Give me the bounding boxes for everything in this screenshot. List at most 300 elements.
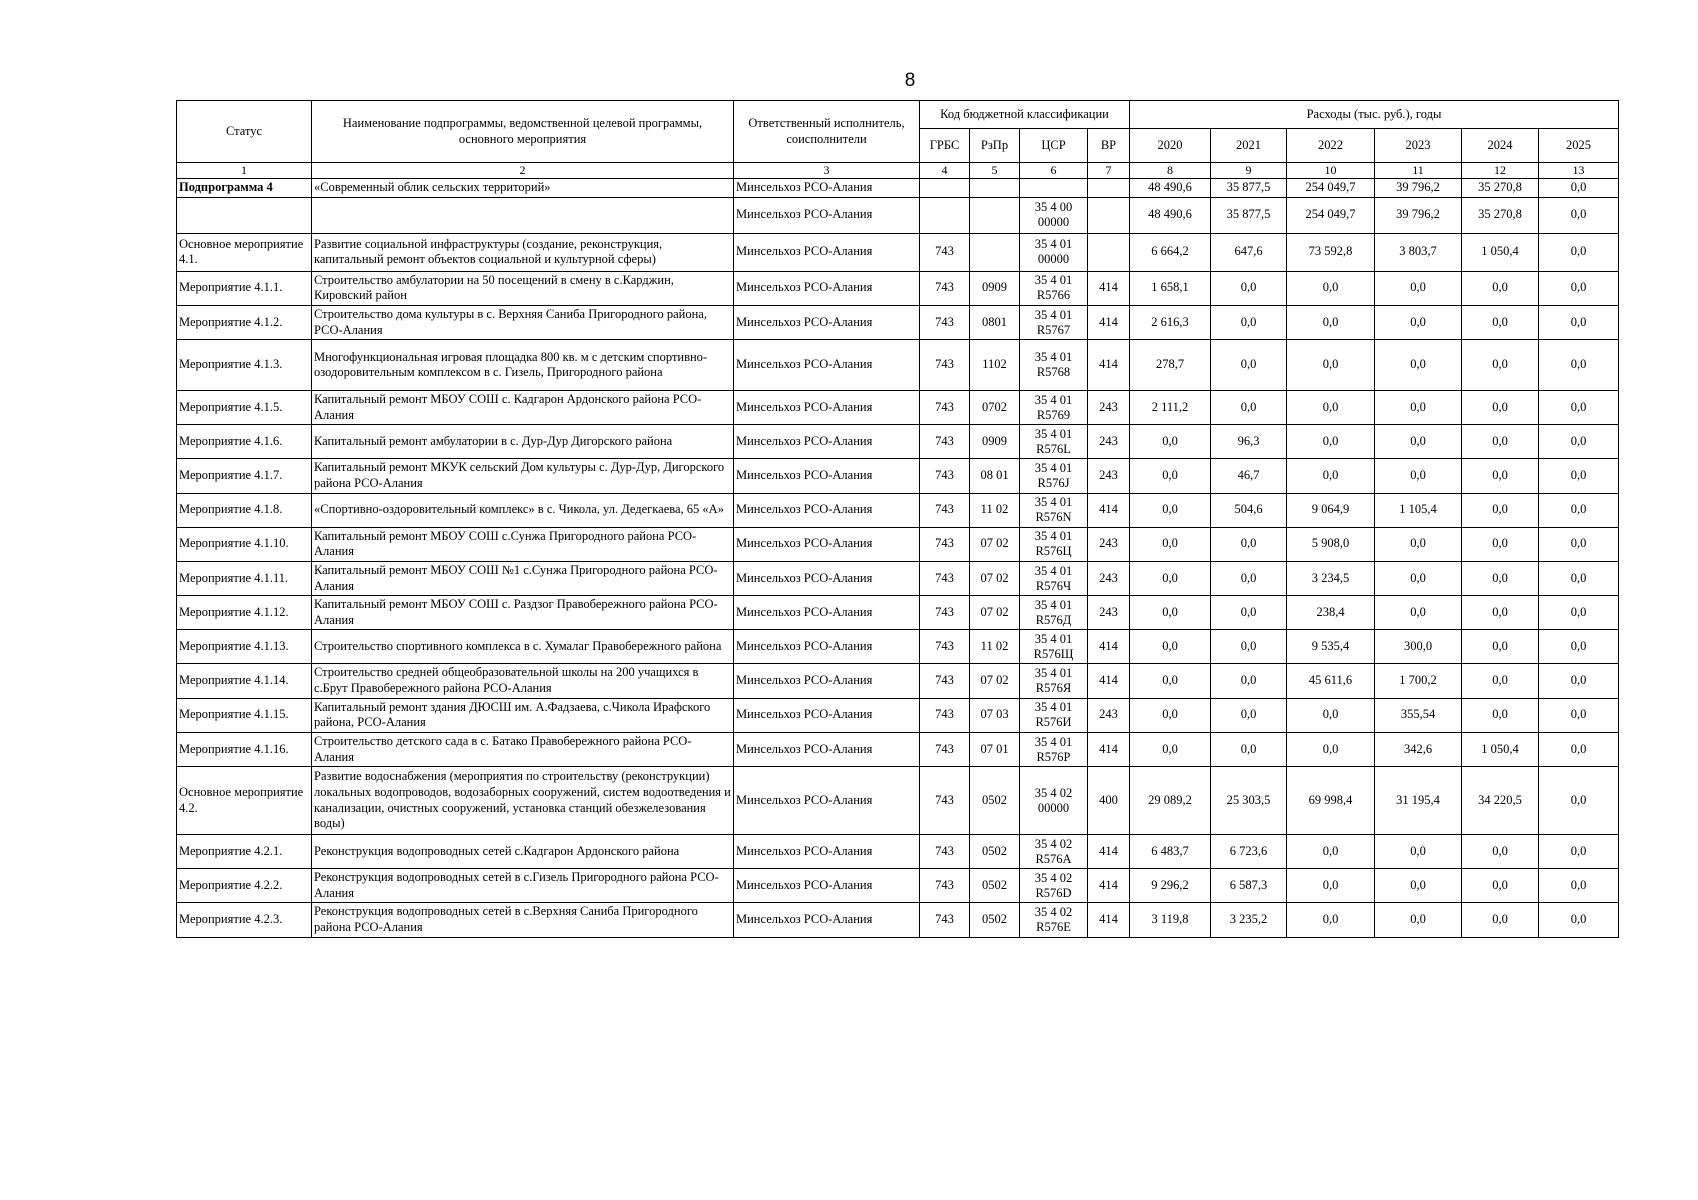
expense-value-cell: 254 049,7 — [1287, 197, 1375, 233]
expense-value-cell: 0,0 — [1462, 630, 1539, 664]
expense-value-cell: 35 270,8 — [1462, 179, 1539, 198]
expense-value-cell: 0,0 — [1375, 459, 1462, 493]
page-number: 8 — [904, 70, 916, 91]
table-row — [177, 903, 1619, 937]
grbs-cell: 743 — [920, 271, 970, 305]
grbs-cell: 743 — [920, 391, 970, 425]
rzpr-cell: 0502 — [970, 767, 1020, 835]
vr-cell: 243 — [1088, 527, 1130, 561]
status-cell: Мероприятие 4.1.11. — [177, 561, 312, 595]
csr-cell: 35 4 01 R5768 — [1020, 340, 1088, 391]
status-cell: Мероприятие 4.1.7. — [177, 459, 312, 493]
executor-cell: Минсельхоз РСО-Алания — [734, 493, 920, 527]
expense-value-cell: 0,0 — [1539, 197, 1619, 233]
name-cell: «Современный облик сельских территорий» — [312, 179, 734, 198]
expense-value-cell: 0,0 — [1539, 664, 1619, 698]
expense-value-cell: 0,0 — [1287, 425, 1375, 459]
expense-value-cell: 0,0 — [1211, 271, 1287, 305]
table-row — [177, 305, 1619, 339]
expense-value-cell: 0,0 — [1539, 903, 1619, 937]
expense-value-cell: 0,0 — [1539, 835, 1619, 869]
csr-cell: 35 4 01 R5767 — [1020, 305, 1088, 339]
executor-cell: Минсельхоз РСО-Алания — [734, 233, 920, 271]
expense-value-cell: 1 700,2 — [1375, 664, 1462, 698]
header-grbs: ГРБС — [920, 129, 970, 163]
rzpr-cell: 1102 — [970, 340, 1020, 391]
expense-value-cell: 0,0 — [1375, 527, 1462, 561]
expense-value-cell: 0,0 — [1539, 340, 1619, 391]
expense-value-cell: 0,0 — [1539, 271, 1619, 305]
header-executor: Ответственный исполнитель, соисполнители — [734, 101, 920, 163]
expense-value-cell: 0,0 — [1462, 596, 1539, 630]
status-cell: Мероприятие 4.2.2. — [177, 869, 312, 903]
expense-value-cell: 0,0 — [1462, 340, 1539, 391]
header-year: 2023 — [1375, 129, 1462, 163]
expense-value-cell: 0,0 — [1462, 698, 1539, 732]
expense-value-cell: 1 050,4 — [1462, 732, 1539, 766]
vr-cell: 243 — [1088, 698, 1130, 732]
expense-value-cell: 0,0 — [1539, 425, 1619, 459]
vr-cell: 414 — [1088, 340, 1130, 391]
grbs-cell: 743 — [920, 340, 970, 391]
expense-value-cell: 0,0 — [1130, 630, 1211, 664]
vr-cell: 243 — [1088, 596, 1130, 630]
vr-cell: 414 — [1088, 664, 1130, 698]
column-number: 4 — [920, 163, 970, 179]
table-row — [177, 664, 1619, 698]
rzpr-cell: 07 02 — [970, 664, 1020, 698]
table-row — [177, 698, 1619, 732]
expense-value-cell: 35 270,8 — [1462, 197, 1539, 233]
csr-cell: 35 4 02 R576A — [1020, 835, 1088, 869]
header-rzpr: РзПр — [970, 129, 1020, 163]
expense-value-cell: 6 483,7 — [1130, 835, 1211, 869]
expense-value-cell: 3 234,5 — [1287, 561, 1375, 595]
expense-value-cell: 0,0 — [1287, 391, 1375, 425]
rzpr-cell: 07 02 — [970, 596, 1020, 630]
grbs-cell: 743 — [920, 561, 970, 595]
expense-value-cell: 0,0 — [1539, 767, 1619, 835]
column-number: 5 — [970, 163, 1020, 179]
expense-value-cell: 0,0 — [1130, 698, 1211, 732]
header-year: 2021 — [1211, 129, 1287, 163]
expense-value-cell: 0,0 — [1287, 732, 1375, 766]
rzpr-cell: 0502 — [970, 835, 1020, 869]
expense-value-cell: 0,0 — [1462, 271, 1539, 305]
expense-value-cell: 69 998,4 — [1287, 767, 1375, 835]
column-number: 6 — [1020, 163, 1088, 179]
rzpr-cell: 07 02 — [970, 527, 1020, 561]
expense-value-cell: 0,0 — [1375, 869, 1462, 903]
csr-cell: 35 4 01 00000 — [1020, 233, 1088, 271]
csr-cell — [1020, 179, 1088, 198]
vr-cell: 414 — [1088, 493, 1130, 527]
expense-value-cell: 0,0 — [1287, 869, 1375, 903]
csr-cell: 35 4 01 R5769 — [1020, 391, 1088, 425]
table-row — [177, 869, 1619, 903]
expense-value-cell: 0,0 — [1539, 561, 1619, 595]
grbs-cell: 743 — [920, 630, 970, 664]
expense-value-cell: 0,0 — [1130, 664, 1211, 698]
expense-value-cell: 0,0 — [1211, 664, 1287, 698]
table-row — [177, 197, 1619, 233]
status-cell: Мероприятие 4.1.15. — [177, 698, 312, 732]
rzpr-cell: 0702 — [970, 391, 1020, 425]
expense-value-cell: 0,0 — [1287, 305, 1375, 339]
status-cell: Мероприятие 4.1.16. — [177, 732, 312, 766]
header-name: Наименование подпрограммы, ведомственной целевой программы, основного мероприятия — [312, 101, 734, 163]
expense-value-cell: 0,0 — [1375, 561, 1462, 595]
rzpr-cell — [970, 233, 1020, 271]
expense-value-cell: 0,0 — [1462, 903, 1539, 937]
expense-value-cell: 0,0 — [1211, 561, 1287, 595]
status-cell: Мероприятие 4.1.8. — [177, 493, 312, 527]
expense-value-cell: 1 050,4 — [1462, 233, 1539, 271]
executor-cell: Минсельхоз РСО-Алания — [734, 869, 920, 903]
vr-cell: 414 — [1088, 869, 1130, 903]
column-number: 2 — [312, 163, 734, 179]
csr-cell: 35 4 01 R576Я — [1020, 664, 1088, 698]
executor-cell: Минсельхоз РСО-Алания — [734, 561, 920, 595]
expense-value-cell: 0,0 — [1211, 340, 1287, 391]
status-cell: Мероприятие 4.1.5. — [177, 391, 312, 425]
expense-value-cell: 0,0 — [1130, 493, 1211, 527]
executor-cell: Минсельхоз РСО-Алания — [734, 271, 920, 305]
expense-value-cell: 0,0 — [1462, 561, 1539, 595]
header-budget-code: Код бюджетной классификации — [920, 101, 1130, 129]
rzpr-cell: 11 02 — [970, 493, 1020, 527]
expense-value-cell: 0,0 — [1287, 459, 1375, 493]
table-row — [177, 493, 1619, 527]
name-cell: Капитальный ремонт МКУК сельский Дом культуры с. Дур-Дур, Дигорского района РСО-Алания — [312, 459, 734, 493]
grbs-cell: 743 — [920, 459, 970, 493]
expense-value-cell: 2 111,2 — [1130, 391, 1211, 425]
status-cell: Мероприятие 4.1.13. — [177, 630, 312, 664]
rzpr-cell: 0502 — [970, 903, 1020, 937]
table-row — [177, 179, 1619, 198]
column-number-row — [177, 163, 1619, 179]
vr-cell: 414 — [1088, 630, 1130, 664]
name-cell: Развитие социальной инфраструктуры (создание, реконструкция, капитальный ремонт объектов социальной и культурной сферы) — [312, 233, 734, 271]
executor-cell: Минсельхоз РСО-Алания — [734, 664, 920, 698]
header-expenses: Расходы (тыс. руб.), годы — [1130, 101, 1619, 129]
expense-value-cell: 0,0 — [1130, 561, 1211, 595]
csr-cell: 35 4 01 R576J — [1020, 459, 1088, 493]
expense-value-cell: 0,0 — [1287, 340, 1375, 391]
expense-value-cell: 45 611,6 — [1287, 664, 1375, 698]
name-cell: Строительство детского сада в с. Батако Правобережного района РСО-Алания — [312, 732, 734, 766]
expense-value-cell: 0,0 — [1130, 527, 1211, 561]
csr-cell: 35 4 00 00000 — [1020, 197, 1088, 233]
column-number: 9 — [1211, 163, 1287, 179]
expense-value-cell: 0,0 — [1287, 271, 1375, 305]
name-cell: Реконструкция водопроводных сетей с.Кадгарон Ардонского района — [312, 835, 734, 869]
expense-value-cell: 300,0 — [1375, 630, 1462, 664]
executor-cell: Минсельхоз РСО-Алания — [734, 732, 920, 766]
vr-cell: 414 — [1088, 271, 1130, 305]
grbs-cell: 743 — [920, 732, 970, 766]
rzpr-cell — [970, 179, 1020, 198]
status-cell: Мероприятие 4.1.10. — [177, 527, 312, 561]
column-number: 13 — [1539, 163, 1619, 179]
expense-value-cell: 0,0 — [1375, 903, 1462, 937]
executor-cell: Минсельхоз РСО-Алания — [734, 459, 920, 493]
vr-cell: 243 — [1088, 561, 1130, 595]
grbs-cell: 743 — [920, 664, 970, 698]
expense-value-cell: 0,0 — [1539, 630, 1619, 664]
expense-value-cell: 0,0 — [1539, 493, 1619, 527]
name-cell: Развитие водоснабжения (мероприятия по строительству (реконструкции) локальных водопроводов, водозаборных сооружений, систем водоотведения и канализации, очистных сооружений, установка станций обезжелезования воды) — [312, 767, 734, 835]
expense-value-cell: 0,0 — [1287, 835, 1375, 869]
rzpr-cell: 0909 — [970, 271, 1020, 305]
executor-cell: Минсельхоз РСО-Алания — [734, 179, 920, 198]
expense-value-cell: 0,0 — [1462, 493, 1539, 527]
executor-cell: Минсельхоз РСО-Алания — [734, 903, 920, 937]
expense-value-cell: 0,0 — [1211, 596, 1287, 630]
executor-cell: Минсельхоз РСО-Алания — [734, 767, 920, 835]
expense-value-cell: 3 803,7 — [1375, 233, 1462, 271]
table-row — [177, 459, 1619, 493]
rzpr-cell: 11 02 — [970, 630, 1020, 664]
budget-table — [176, 100, 1619, 938]
executor-cell: Минсельхоз РСО-Алания — [734, 630, 920, 664]
table-row — [177, 732, 1619, 766]
expense-value-cell: 48 490,6 — [1130, 179, 1211, 198]
expense-value-cell: 254 049,7 — [1287, 179, 1375, 198]
table-row — [177, 630, 1619, 664]
name-cell: Строительство дома культуры в с. Верхняя Саниба Пригородного района, РСО-Алания — [312, 305, 734, 339]
expense-value-cell: 48 490,6 — [1130, 197, 1211, 233]
expense-value-cell: 0,0 — [1287, 903, 1375, 937]
expense-value-cell: 96,3 — [1211, 425, 1287, 459]
expense-value-cell: 29 089,2 — [1130, 767, 1211, 835]
expense-value-cell: 0,0 — [1211, 630, 1287, 664]
csr-cell: 35 4 01 R576Щ — [1020, 630, 1088, 664]
expense-value-cell: 5 908,0 — [1287, 527, 1375, 561]
name-cell: Капитальный ремонт МБОУ СОШ с. Кадгарон Ардонского района РСО-Алания — [312, 391, 734, 425]
name-cell: Строительство средней общеобразовательной школы на 200 учащихся в с.Брут Правобережного района РСО-Алания — [312, 664, 734, 698]
status-cell: Мероприятие 4.1.1. — [177, 271, 312, 305]
csr-cell: 35 4 01 R576N — [1020, 493, 1088, 527]
expense-value-cell: 9 296,2 — [1130, 869, 1211, 903]
expense-value-cell: 0,0 — [1539, 459, 1619, 493]
vr-cell: 414 — [1088, 305, 1130, 339]
vr-cell — [1088, 179, 1130, 198]
name-cell: Капитальный ремонт МБОУ СОШ с. Раздзог Правобережного района РСО-Алания — [312, 596, 734, 630]
name-cell: Капитальный ремонт амбулатории в с. Дур-Дур Дигорского района — [312, 425, 734, 459]
status-cell: Мероприятие 4.2.3. — [177, 903, 312, 937]
expense-value-cell: 3 235,2 — [1211, 903, 1287, 937]
expense-value-cell: 39 796,2 — [1375, 197, 1462, 233]
rzpr-cell: 07 01 — [970, 732, 1020, 766]
grbs-cell: 743 — [920, 596, 970, 630]
name-cell: Реконструкция водопроводных сетей в с.Гизель Пригородного района РСО-Алания — [312, 869, 734, 903]
executor-cell: Минсельхоз РСО-Алания — [734, 596, 920, 630]
csr-cell: 35 4 01 R576Ц — [1020, 527, 1088, 561]
name-cell: Реконструкция водопроводных сетей в с.Верхняя Саниба Пригородного района РСО-Алания — [312, 903, 734, 937]
csr-cell: 35 4 02 00000 — [1020, 767, 1088, 835]
vr-cell: 243 — [1088, 459, 1130, 493]
expense-value-cell: 0,0 — [1375, 596, 1462, 630]
table-row — [177, 425, 1619, 459]
expense-value-cell: 0,0 — [1287, 698, 1375, 732]
expense-value-cell: 0,0 — [1130, 596, 1211, 630]
table-row — [177, 767, 1619, 835]
table-header — [177, 101, 1619, 179]
name-cell: Многофункциональная игровая площадка 800 кв. м с детским спортивно-озодоровительным комплексом в с. Гизель, Пригородного района — [312, 340, 734, 391]
expense-value-cell: 0,0 — [1539, 698, 1619, 732]
expense-value-cell: 0,0 — [1539, 305, 1619, 339]
vr-cell: 414 — [1088, 835, 1130, 869]
expense-value-cell: 0,0 — [1539, 233, 1619, 271]
expense-value-cell: 504,6 — [1211, 493, 1287, 527]
expense-value-cell: 0,0 — [1375, 340, 1462, 391]
header-csr: ЦСР — [1020, 129, 1088, 163]
table-body — [177, 179, 1619, 938]
grbs-cell: 743 — [920, 869, 970, 903]
name-cell: Капитальный ремонт здания ДЮСШ им. А.Фадзаева, с.Чикола Ирафского района, РСО-Алания — [312, 698, 734, 732]
expense-value-cell: 73 592,8 — [1287, 233, 1375, 271]
status-cell: Мероприятие 4.1.14. — [177, 664, 312, 698]
expense-value-cell: 0,0 — [1375, 835, 1462, 869]
executor-cell: Минсельхоз РСО-Алания — [734, 425, 920, 459]
name-cell: Строительство спортивного комплекса в с. Хумалаг Правобережного района — [312, 630, 734, 664]
grbs-cell — [920, 179, 970, 198]
table-row — [177, 271, 1619, 305]
expense-value-cell: 0,0 — [1462, 664, 1539, 698]
grbs-cell: 743 — [920, 305, 970, 339]
expense-value-cell: 0,0 — [1375, 391, 1462, 425]
status-cell: Основное мероприятие 4.1. — [177, 233, 312, 271]
expense-value-cell: 35 877,5 — [1211, 179, 1287, 198]
csr-cell: 35 4 01 R576Д — [1020, 596, 1088, 630]
rzpr-cell — [970, 197, 1020, 233]
expense-value-cell: 46,7 — [1211, 459, 1287, 493]
grbs-cell: 743 — [920, 233, 970, 271]
expense-value-cell: 1 105,4 — [1375, 493, 1462, 527]
expense-value-cell: 35 877,5 — [1211, 197, 1287, 233]
vr-cell: 243 — [1088, 425, 1130, 459]
expense-value-cell: 0,0 — [1375, 271, 1462, 305]
expense-value-cell: 0,0 — [1539, 869, 1619, 903]
table-row — [177, 596, 1619, 630]
expense-value-cell: 0,0 — [1539, 527, 1619, 561]
expense-value-cell: 355,54 — [1375, 698, 1462, 732]
expense-value-cell: 647,6 — [1211, 233, 1287, 271]
status-cell: Подпрограмма 4 — [177, 179, 312, 198]
grbs-cell: 743 — [920, 903, 970, 937]
grbs-cell: 743 — [920, 425, 970, 459]
table-row — [177, 835, 1619, 869]
grbs-cell: 743 — [920, 835, 970, 869]
expense-value-cell: 0,0 — [1462, 835, 1539, 869]
status-cell: Мероприятие 4.1.12. — [177, 596, 312, 630]
expense-value-cell: 0,0 — [1462, 459, 1539, 493]
csr-cell: 35 4 02 R576D — [1020, 869, 1088, 903]
expense-value-cell: 0,0 — [1462, 305, 1539, 339]
expense-value-cell: 0,0 — [1211, 391, 1287, 425]
vr-cell: 414 — [1088, 732, 1130, 766]
column-number: 8 — [1130, 163, 1211, 179]
csr-cell: 35 4 01 R576Ч — [1020, 561, 1088, 595]
executor-cell: Минсельхоз РСО-Алания — [734, 527, 920, 561]
executor-cell: Минсельхоз РСО-Алания — [734, 340, 920, 391]
expense-value-cell: 0,0 — [1130, 732, 1211, 766]
executor-cell: Минсельхоз РСО-Алания — [734, 305, 920, 339]
grbs-cell — [920, 197, 970, 233]
expense-value-cell: 0,0 — [1130, 425, 1211, 459]
column-number: 11 — [1375, 163, 1462, 179]
grbs-cell: 743 — [920, 698, 970, 732]
expense-value-cell: 9 535,4 — [1287, 630, 1375, 664]
column-number: 10 — [1287, 163, 1375, 179]
csr-cell: 35 4 01 R576L — [1020, 425, 1088, 459]
header-year: 2022 — [1287, 129, 1375, 163]
expense-value-cell: 0,0 — [1462, 869, 1539, 903]
vr-cell: 243 — [1088, 391, 1130, 425]
expense-value-cell: 0,0 — [1211, 305, 1287, 339]
status-cell: Основное мероприятие 4.2. — [177, 767, 312, 835]
table-row — [177, 527, 1619, 561]
header-year: 2020 — [1130, 129, 1211, 163]
status-cell: Мероприятие 4.2.1. — [177, 835, 312, 869]
expense-value-cell: 0,0 — [1539, 391, 1619, 425]
column-number: 12 — [1462, 163, 1539, 179]
status-cell: Мероприятие 4.1.6. — [177, 425, 312, 459]
table-row — [177, 340, 1619, 391]
grbs-cell: 743 — [920, 767, 970, 835]
expense-value-cell: 1 658,1 — [1130, 271, 1211, 305]
rzpr-cell: 0909 — [970, 425, 1020, 459]
executor-cell: Минсельхоз РСО-Алания — [734, 197, 920, 233]
expense-value-cell: 0,0 — [1375, 425, 1462, 459]
vr-cell — [1088, 233, 1130, 271]
expense-value-cell: 0,0 — [1375, 305, 1462, 339]
header-vr: ВР — [1088, 129, 1130, 163]
grbs-cell: 743 — [920, 527, 970, 561]
expense-value-cell: 0,0 — [1211, 698, 1287, 732]
expense-value-cell: 9 064,9 — [1287, 493, 1375, 527]
expense-value-cell: 278,7 — [1130, 340, 1211, 391]
expense-value-cell: 0,0 — [1539, 596, 1619, 630]
name-cell: Капитальный ремонт МБОУ СОШ №1 с.Сунжа Пригородного района РСО-Алания — [312, 561, 734, 595]
expense-value-cell: 6 587,3 — [1211, 869, 1287, 903]
expense-value-cell: 2 616,3 — [1130, 305, 1211, 339]
expense-value-cell: 0,0 — [1130, 459, 1211, 493]
expense-value-cell: 3 119,8 — [1130, 903, 1211, 937]
csr-cell: 35 4 01 R5766 — [1020, 271, 1088, 305]
name-cell: Капитальный ремонт МБОУ СОШ с.Сунжа Пригородного района РСО-Алания — [312, 527, 734, 561]
table-row — [177, 233, 1619, 271]
csr-cell: 35 4 01 R576И — [1020, 698, 1088, 732]
column-number: 7 — [1088, 163, 1130, 179]
vr-cell — [1088, 197, 1130, 233]
csr-cell: 35 4 02 R576E — [1020, 903, 1088, 937]
grbs-cell: 743 — [920, 493, 970, 527]
expense-value-cell: 0,0 — [1539, 179, 1619, 198]
expense-value-cell: 238,4 — [1287, 596, 1375, 630]
rzpr-cell: 0502 — [970, 869, 1020, 903]
status-cell: Мероприятие 4.1.3. — [177, 340, 312, 391]
name-cell — [312, 197, 734, 233]
expense-value-cell: 0,0 — [1539, 732, 1619, 766]
header-year: 2025 — [1539, 129, 1619, 163]
expense-value-cell: 0,0 — [1211, 732, 1287, 766]
expense-value-cell: 6 723,6 — [1211, 835, 1287, 869]
rzpr-cell: 07 02 — [970, 561, 1020, 595]
executor-cell: Минсельхоз РСО-Алания — [734, 698, 920, 732]
expense-value-cell: 0,0 — [1462, 425, 1539, 459]
